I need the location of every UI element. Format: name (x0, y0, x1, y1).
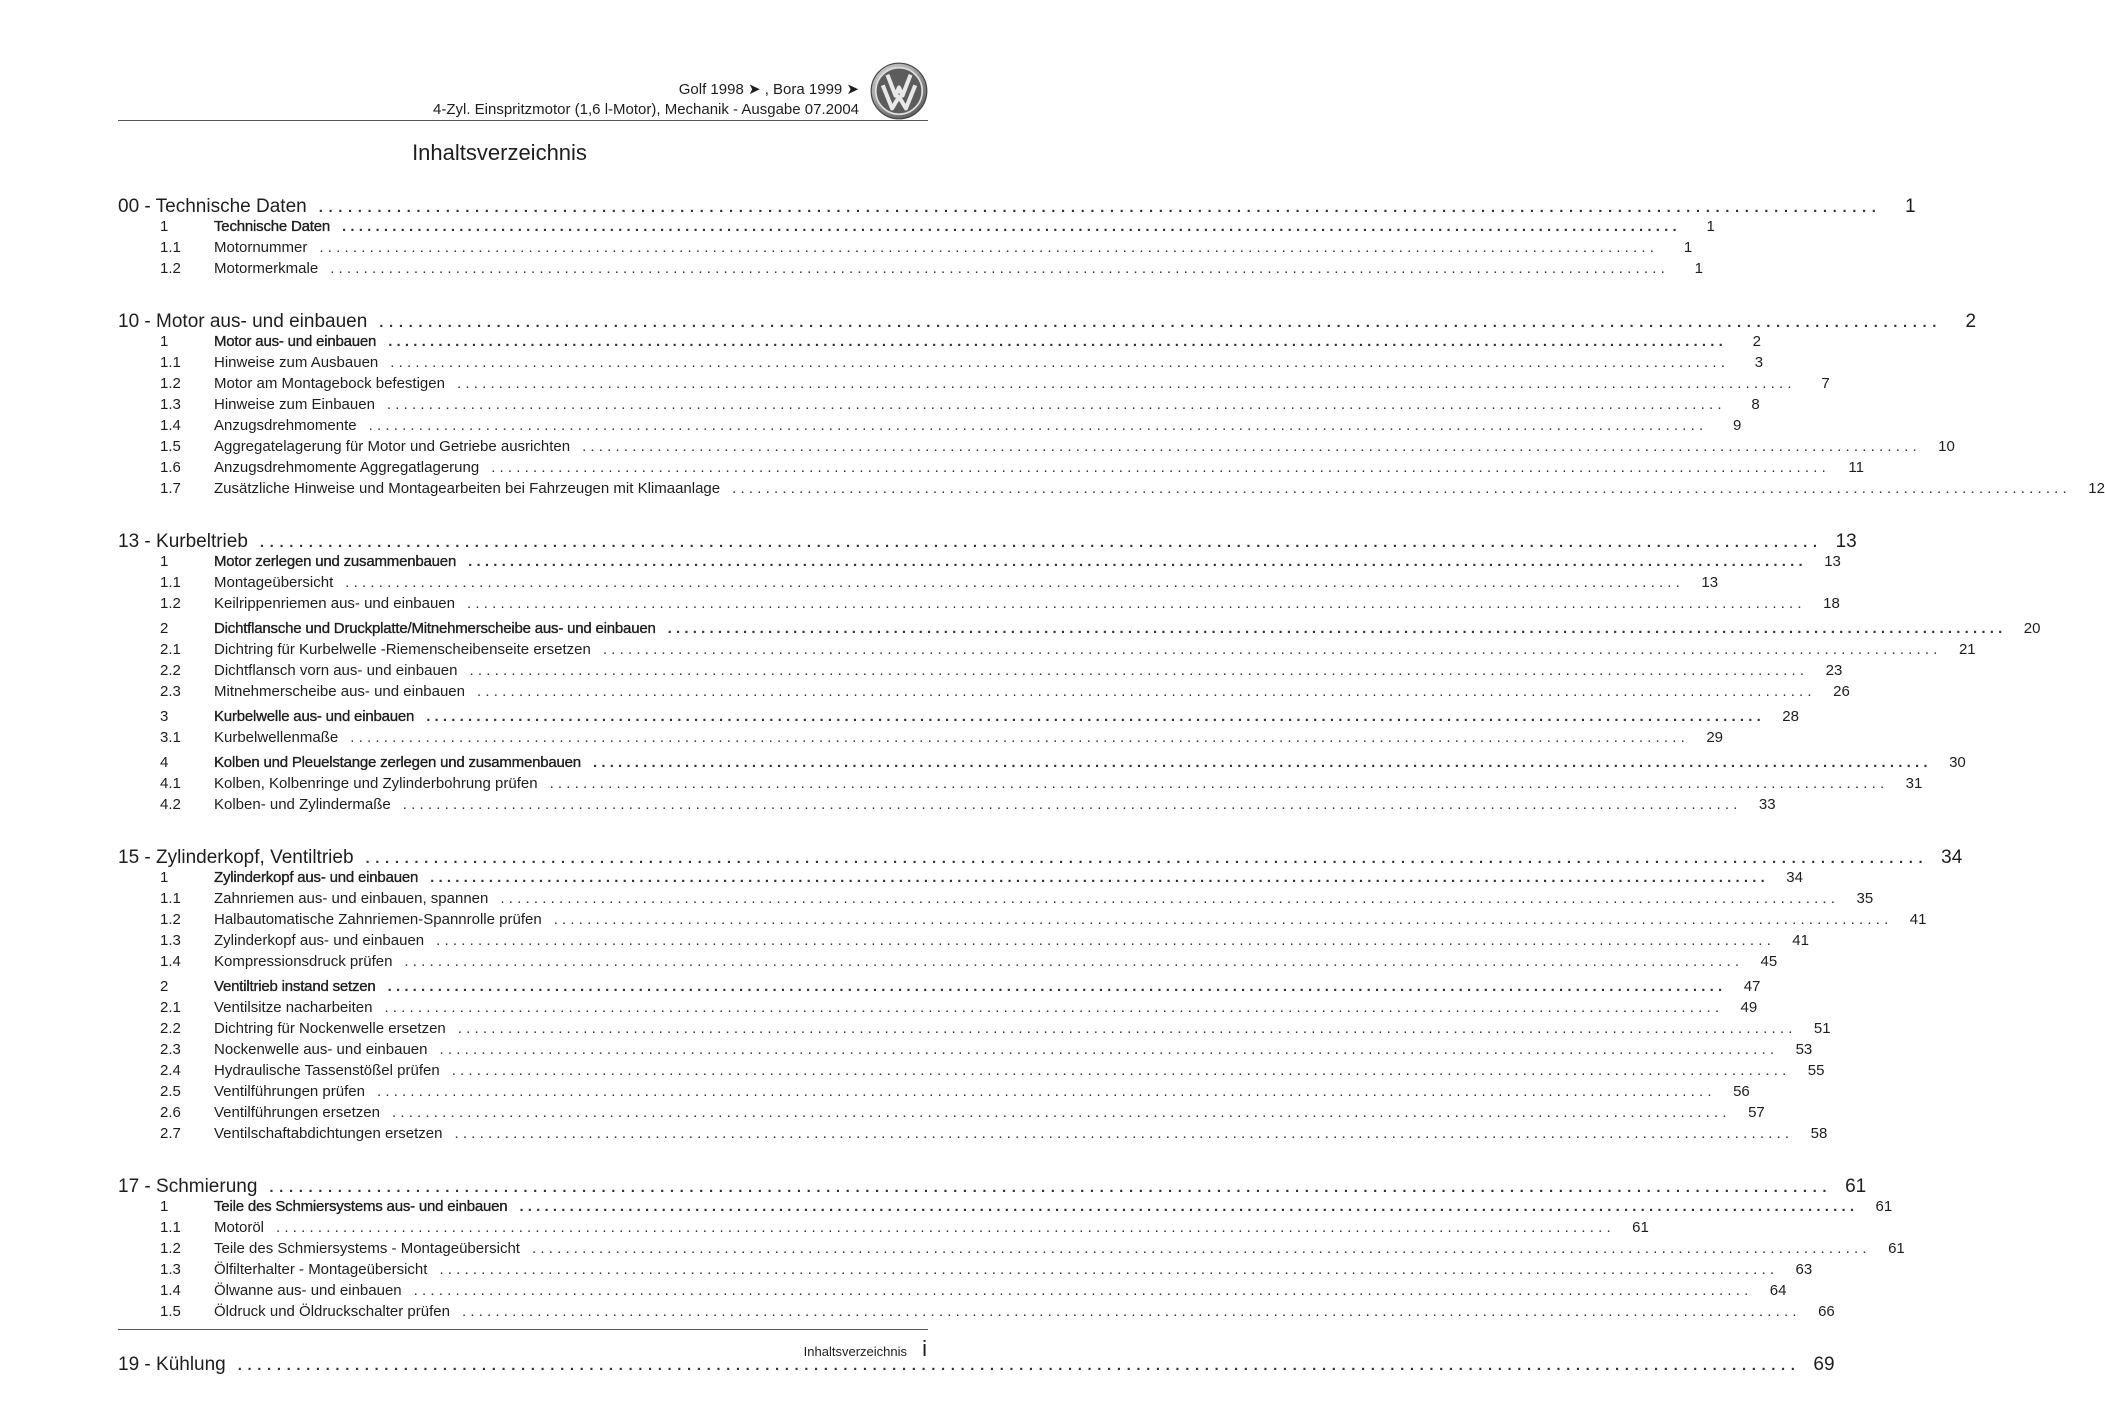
dot-leader: ................................................................................................................................................................ (318, 199, 1882, 216)
toc-entry-number: 1 (160, 869, 169, 886)
toc-subsection[interactable] (160, 1240, 1905, 1257)
dot-leader: ................................................................................................................................................................ (519, 1198, 1859, 1215)
dot-leader: ................................................................................................................................................................ (439, 1261, 1779, 1278)
dot-leader: ................................................................................................................................................................ (365, 850, 1929, 867)
toc-entry-title: Ventilführungen ersetzen (214, 1104, 380, 1121)
toc-entry-number: 1.2 (160, 375, 181, 392)
toc-entry-number: 1.1 (160, 354, 181, 371)
dot-leader: ................................................................................................................................................................ (388, 333, 1727, 350)
toc-entry-title: Zahnriemen aus- und einbauen, spannen (214, 890, 489, 907)
toc-chapter[interactable] (118, 1176, 1867, 1198)
dot-leader: ................................................................................................................................................................ (500, 890, 1840, 907)
toc-subsection[interactable] (160, 729, 1724, 746)
toc-page-number: 57 (1748, 1104, 1765, 1121)
toc-entry-title: Motor zerlegen und zusammenbauen (214, 553, 457, 570)
footer-page-number: i (922, 1336, 927, 1361)
dot-leader: ................................................................................................................................................................ (477, 683, 1816, 700)
toc-subsection[interactable] (160, 911, 1927, 928)
toc-page-number: 26 (1833, 683, 1850, 700)
toc-entry-title: Kurbelwelle aus- und einbauen (214, 708, 415, 725)
toc-page-number: 61 (1875, 1198, 1893, 1215)
dot-leader: ................................................................................................................................................................ (549, 775, 1889, 792)
toc-entry-title: Kolben und Pleuelstange zerlegen und zusammenbauen (214, 754, 581, 771)
toc-subsection[interactable] (160, 641, 1976, 658)
toc-subsection[interactable] (160, 796, 1776, 813)
toc-entry-number: 1.3 (160, 1261, 181, 1278)
toc-entry-title: Ventilführungen prüfen (214, 1083, 365, 1100)
toc-entry-title: Motormerkmale (214, 260, 319, 277)
toc-page-number: 13 (1835, 531, 1857, 552)
page-title: Inhaltsverzeichnis (412, 140, 587, 165)
toc-page-number: 61 (1845, 1176, 1867, 1197)
toc-subsection[interactable] (160, 417, 1742, 434)
toc-entry-title: Öldruck und Öldruckschalter prüfen (214, 1303, 450, 1320)
dot-leader: ................................................................................................................................................................ (592, 754, 1932, 771)
toc-page-number: 33 (1758, 796, 1776, 813)
toc-entry-title: Montageübersicht (214, 574, 334, 591)
toc-entry-number: 1.4 (160, 417, 181, 434)
toc-subsection[interactable] (160, 1104, 1765, 1121)
toc-entry-number: 2.3 (160, 683, 181, 700)
dot-leader: ................................................................................................................................................................ (430, 869, 1769, 886)
dot-leader: ................................................................................................................................................................ (237, 1357, 1801, 1374)
toc-entry-title: Ölfilterhalter - Montageübersicht (214, 1261, 428, 1278)
toc-entry-number: 2.2 (160, 662, 181, 679)
dot-leader: ................................................................................................................................................................ (386, 396, 1726, 413)
toc-section[interactable] (160, 620, 2041, 637)
toc-page-number: 29 (1706, 729, 1724, 746)
toc-subsection[interactable] (160, 354, 1764, 371)
dot-leader: ................................................................................................................................................................ (451, 1062, 1791, 1079)
toc-page-number: 1 (1694, 260, 1703, 277)
toc-subsection[interactable] (160, 932, 1809, 949)
toc-entry-number: 2.6 (160, 1104, 181, 1121)
toc-entry-number: 1.5 (160, 1303, 181, 1320)
toc-entry-title: Motoröl (214, 1219, 265, 1236)
toc-subsection[interactable] (160, 375, 1830, 392)
toc-page-number: 1 (1706, 218, 1715, 235)
header-model-line: Golf 1998 ➤ , Bora 1999 ➤ (678, 81, 859, 98)
footer-divider (118, 1329, 928, 1330)
toc-entry-number: 2.3 (160, 1041, 181, 1058)
toc-entry-title: 13 - Kurbeltrieb (118, 531, 248, 552)
toc-entry-number: 1.2 (160, 911, 181, 928)
dot-leader: ................................................................................................................................................................ (454, 1125, 1794, 1142)
dot-leader: ................................................................................................................................................................ (553, 911, 1893, 928)
dot-leader: ................................................................................................................................................................ (413, 1282, 1753, 1299)
toc-section[interactable] (160, 978, 1761, 995)
toc-entry-title: 17 - Schmierung (118, 1176, 258, 1197)
toc-entry-title: Hydraulische Tassenstößel prüfen (214, 1062, 440, 1079)
dot-leader: ................................................................................................................................................................ (467, 595, 1806, 612)
toc-entry-title: Hinweise zum Ausbauen (214, 354, 379, 371)
toc-entry-title: Anzugsdrehmomente (214, 417, 357, 434)
toc-entry-number: 1.2 (160, 1240, 181, 1257)
toc-entry-title: Kompressionsdruck prüfen (214, 953, 393, 970)
toc-entry-title: Technische Daten (214, 218, 331, 235)
header-divider (118, 120, 928, 121)
toc-entry-number: 2.2 (160, 1020, 181, 1037)
toc-entry-number: 1.1 (160, 574, 181, 591)
toc-page-number: 21 (1958, 641, 1976, 658)
dot-leader: ................................................................................................................................................................ (404, 953, 1744, 970)
dot-leader: ................................................................................................................................................................ (439, 1041, 1779, 1058)
toc-page-number: 10 (1938, 438, 1955, 455)
toc-page-number: 35 (1856, 890, 1874, 907)
toc-section[interactable] (160, 218, 1715, 235)
toc-subsection[interactable] (160, 1282, 1787, 1299)
dot-leader: ................................................................................................................................................................ (384, 999, 1724, 1016)
toc-page-number: 12 (2088, 480, 2105, 497)
dot-leader: ................................................................................................................................................................ (531, 1240, 1871, 1257)
toc-entry-title: Mitnehmerscheibe aus- und einbauen (214, 683, 465, 700)
toc-entry-title: Teile des Schmiersystems - Montageübersicht (214, 1240, 520, 1257)
toc-page-number: 31 (1905, 775, 1923, 792)
toc-page-number: 34 (1941, 847, 1963, 868)
dot-leader: ................................................................................................................................................................ (667, 620, 2007, 637)
dot-leader: ................................................................................................................................................................ (330, 260, 1669, 277)
toc-entry-number: 4.2 (160, 796, 181, 813)
toc-entry-title: Teile des Schmiersystems aus- und einbauen (214, 1198, 508, 1215)
toc-page-number: 61 (1632, 1219, 1649, 1236)
toc-entry-title: Nockenwelle aus- und einbauen (214, 1041, 428, 1058)
toc-entry-title: 15 - Zylinderkopf, Ventiltrieb (118, 847, 354, 868)
toc-entry-title: 19 - Kühlung (118, 1354, 226, 1375)
toc-entry-title: Dichtring für Nockenwelle ersetzen (214, 1020, 446, 1037)
toc-page-number: 61 (1888, 1240, 1905, 1257)
toc-page-number: 1 (1683, 239, 1693, 256)
toc-entry-number: 1 (160, 218, 169, 235)
toc-subsection[interactable] (160, 1062, 1825, 1079)
toc-page-number: 56 (1733, 1083, 1750, 1100)
toc-subsection[interactable] (160, 1041, 1813, 1058)
toc-entry-number: 1.2 (160, 260, 181, 277)
toc-entry-title: Halbautomatische Zahnriemen-Spannrolle prüfen (214, 911, 542, 928)
dot-leader: ................................................................................................................................................................ (602, 641, 1942, 658)
toc-entry-title: 00 - Technische Daten (118, 196, 307, 217)
toc-subsection[interactable] (160, 683, 1850, 700)
toc-page-number: 13 (1701, 574, 1719, 591)
toc-entry-number: 1.4 (160, 1282, 181, 1299)
toc-entry-number: 1.6 (160, 459, 181, 476)
toc-page-number: 45 (1760, 953, 1778, 970)
dot-leader: ................................................................................................................................................................ (342, 218, 1681, 235)
toc-entry-title: Zylinderkopf aus- und einbauen (214, 932, 425, 949)
dot-leader: ................................................................................................................................................................ (269, 1179, 1833, 1196)
toc-entry-number: 2.1 (160, 641, 181, 658)
toc-entry-title: 10 - Motor aus- und einbauen (118, 311, 368, 332)
toc-chapter[interactable] (118, 196, 1916, 218)
toc-entry-number: 1.3 (160, 396, 181, 413)
toc-page-number: 58 (1810, 1125, 1828, 1142)
toc-page-number: 13 (1824, 553, 1841, 570)
toc-subsection[interactable] (160, 775, 1923, 792)
toc-subsection[interactable] (160, 999, 1758, 1016)
dot-leader: ................................................................................................................................................................ (350, 729, 1690, 746)
toc-section[interactable] (160, 1198, 1893, 1215)
dot-leader: ................................................................................................................................................................ (732, 480, 2071, 497)
toc-entry-title: Kolben, Kolbenringe und Zylinderbohrung prüfen (214, 775, 538, 792)
dot-leader: ................................................................................................................................................................ (368, 417, 1708, 434)
toc-page-number: 63 (1795, 1261, 1813, 1278)
dot-leader: ................................................................................................................................................................ (436, 932, 1775, 949)
toc-page-number: 20 (2023, 620, 2041, 637)
dot-leader: ................................................................................................................................................................ (461, 1303, 1801, 1320)
toc-entry-title: Kurbelwellenmaße (214, 729, 339, 746)
toc-entry-number: 3.1 (160, 729, 181, 746)
toc-entry-title: Aggregatelagerung für Motor und Getriebe ausrichten (214, 438, 571, 455)
toc-page-number: 47 (1743, 978, 1761, 995)
toc-entry-title: Hinweise zum Einbauen (214, 396, 375, 413)
toc-entry-number: 2.1 (160, 999, 181, 1016)
toc-page-number: 2 (1965, 311, 1977, 332)
dot-leader: ................................................................................................................................................................ (426, 708, 1765, 725)
toc-entry-number: 4.1 (160, 775, 181, 792)
toc-section[interactable] (160, 708, 1799, 725)
toc-subsection[interactable] (160, 890, 1874, 907)
toc-page-number: 51 (1813, 1020, 1831, 1037)
toc-subsection[interactable] (160, 1125, 1828, 1142)
toc-entry-title: Motor aus- und einbauen (214, 333, 377, 350)
toc-entry-title: Anzugsdrehmomente Aggregatlagerung (214, 459, 480, 476)
toc-entry-number: 2.7 (160, 1125, 181, 1142)
toc-entry-title: Dichtflansch vorn aus- und einbauen (214, 662, 458, 679)
toc-entry-title: Ventiltrieb instand setzen (214, 978, 376, 995)
page-header (0, 0, 999, 130)
dot-leader: ................................................................................................................................................................ (457, 1020, 1797, 1037)
toc-page-number: 53 (1795, 1041, 1813, 1058)
toc-page-number: 34 (1786, 869, 1803, 886)
toc-subsection[interactable] (160, 239, 1693, 256)
toc-subsection[interactable] (160, 396, 1760, 413)
toc-page-number: 1 (1904, 196, 1916, 217)
toc-page-number: 55 (1807, 1062, 1825, 1079)
toc-page-number: 11 (1848, 459, 1864, 476)
toc-entry-number: 2 (160, 620, 169, 637)
toc-page-number: 41 (1792, 932, 1809, 949)
toc-subsection[interactable] (160, 662, 1843, 679)
toc-entry-title: Zusätzliche Hinweise und Montagearbeiten bei Fahrzeugen mit Klimaanlage (214, 480, 721, 497)
toc-chapter[interactable] (118, 531, 1857, 553)
dot-leader: ................................................................................................................................................................ (468, 553, 1807, 570)
toc-entry-number: 2.4 (160, 1062, 181, 1079)
toc-page-number: 30 (1949, 754, 1966, 771)
toc-page-number: 41 (1909, 911, 1927, 928)
dot-leader: ................................................................................................................................................................ (259, 534, 1823, 551)
dot-leader: ................................................................................................................................................................ (491, 459, 1830, 476)
toc-subsection[interactable] (160, 459, 1864, 476)
toc-section[interactable] (160, 333, 1761, 350)
toc-entry-number: 1.1 (160, 239, 181, 256)
footer-label: Inhaltsverzeichnis (803, 1344, 907, 1359)
dot-leader: ................................................................................................................................................................ (387, 978, 1727, 995)
toc-entry-number: 1.7 (160, 480, 181, 497)
toc-page-number: 69 (1813, 1354, 1835, 1375)
toc-subsection[interactable] (160, 260, 1703, 277)
dot-leader: ................................................................................................................................................................ (319, 239, 1659, 256)
toc-section[interactable] (160, 553, 1841, 570)
dot-leader: ................................................................................................................................................................ (402, 796, 1742, 813)
dot-leader: ................................................................................................................................................................ (379, 314, 1943, 331)
toc-subsection[interactable] (160, 480, 2105, 497)
toc-page-number: 23 (1825, 662, 1843, 679)
dot-leader: ................................................................................................................................................................ (456, 375, 1796, 392)
toc-entry-number: 2.5 (160, 1083, 181, 1100)
toc-entry-title: Ventilschaftabdichtungen ersetzen (214, 1125, 443, 1142)
toc-entry-number: 2 (160, 978, 169, 995)
dot-leader: ................................................................................................................................................................ (582, 438, 1921, 455)
toc-entry-number: 4 (160, 754, 169, 771)
toc-subsection[interactable] (160, 1303, 1835, 1320)
toc-subsection[interactable] (160, 1261, 1813, 1278)
toc-section[interactable] (160, 869, 1803, 886)
toc-entry-title: Motor am Montagebock befestigen (214, 375, 445, 392)
toc-page-number: 49 (1740, 999, 1758, 1016)
toc-entry-title: Zylinderkopf aus- und einbauen (214, 869, 419, 886)
toc-page-number: 3 (1754, 354, 1764, 371)
toc-subsection[interactable] (160, 1219, 1649, 1236)
toc-page-number: 7 (1821, 375, 1830, 392)
header-engine-line: 4-Zyl. Einspritzmotor (1,6 l-Motor), Mechanik - Ausgabe 07.2004 (432, 101, 859, 118)
dot-leader: ................................................................................................................................................................ (390, 354, 1730, 371)
toc-subsection[interactable] (160, 953, 1778, 970)
toc-page-number: 9 (1733, 417, 1742, 434)
toc-entry-number: 1.1 (160, 1219, 181, 1236)
toc-entry-number: 1.5 (160, 438, 181, 455)
dot-leader: ................................................................................................................................................................ (376, 1083, 1716, 1100)
toc-entry-title: Ölwanne aus- und einbauen (214, 1282, 402, 1299)
toc-section[interactable] (160, 754, 1966, 771)
dot-leader: ................................................................................................................................................................ (276, 1219, 1615, 1236)
toc-page-number: 2 (1752, 333, 1761, 350)
toc-entry-number: 1.3 (160, 932, 181, 949)
toc-entry-title: Dichtring für Kurbelwelle -Riemenscheibenseite ersetzen (214, 641, 591, 658)
toc-entry-number: 1 (160, 553, 169, 570)
toc-entry-title: Kolben- und Zylindermaße (214, 796, 391, 813)
vw-logo-icon (870, 62, 928, 120)
toc-entry-title: Ventilsitze nacharbeiten (214, 999, 373, 1016)
dot-leader: ................................................................................................................................................................ (391, 1104, 1731, 1121)
toc-entry-number: 3 (160, 708, 169, 725)
dot-leader: ................................................................................................................................................................ (345, 574, 1685, 591)
toc-entry-number: 1.2 (160, 595, 181, 612)
toc-subsection[interactable] (160, 574, 1719, 591)
toc-entry-number: 1 (160, 1198, 169, 1215)
toc-entry-title: Dichtflansche und Druckplatte/Mitnehmerscheibe aus- und einbauen (214, 620, 656, 637)
toc-subsection[interactable] (160, 1020, 1831, 1037)
toc-subsection[interactable] (160, 438, 1955, 455)
toc-entry-title: Motornummer (214, 239, 308, 256)
toc-subsection[interactable] (160, 595, 1840, 612)
toc-page-number: 8 (1751, 396, 1760, 413)
toc-chapter[interactable] (118, 311, 1977, 333)
toc-page-number: 66 (1818, 1303, 1835, 1320)
toc-page-number: 64 (1769, 1282, 1787, 1299)
toc-entry-number: 1.4 (160, 953, 181, 970)
toc-entry-number: 1.1 (160, 890, 181, 907)
toc-subsection[interactable] (160, 1083, 1750, 1100)
toc-chapter[interactable] (118, 847, 1963, 869)
toc-entry-title: Keilrippenriemen aus- und einbauen (214, 595, 455, 612)
toc-entry-number: 1 (160, 333, 169, 350)
dot-leader: ................................................................................................................................................................ (469, 662, 1809, 679)
toc-page-number: 28 (1782, 708, 1799, 725)
toc-page-number: 18 (1823, 595, 1840, 612)
